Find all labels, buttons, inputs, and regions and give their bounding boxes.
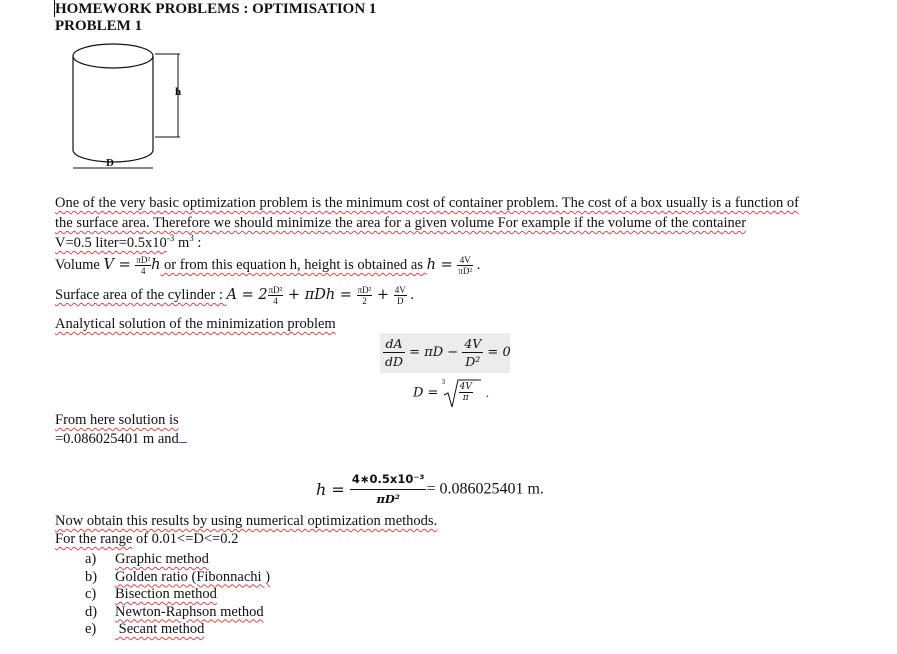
surface-f1-numerator: πD²: [268, 285, 283, 295]
cube-root-equation: [413, 378, 489, 408]
height-label: h: [175, 86, 182, 98]
intro-line-2: the surface area. Therefore we should minimize the area for a given volume For example if the volume of the container: [55, 215, 747, 231]
radical-denominator: π: [462, 393, 469, 403]
height-equation: [316, 470, 544, 509]
volume-prefix: Volume: [55, 256, 104, 273]
list-item: [85, 586, 270, 604]
solution-line-1: From here solution is: [55, 412, 179, 428]
solution-line-2: [55, 431, 187, 448]
height-eq-denominator: πD²: [376, 492, 400, 506]
list-item: [85, 569, 270, 587]
diameter-label: D: [106, 157, 114, 169]
list-marker: e): [85, 621, 97, 637]
methods-list: [85, 551, 270, 639]
intro-line-3: [55, 233, 201, 252]
surface-prefix: Surface area of the cylinder :: [55, 286, 227, 303]
derivative-mid: = πD −: [405, 345, 463, 361]
radical-numerator: 4V: [459, 382, 472, 392]
solution-link: [179, 442, 187, 443]
radical-index: 3: [441, 378, 446, 386]
cube-root-lhs: D =: [413, 385, 443, 401]
surface-fraction-3: [394, 285, 407, 306]
surface-fraction-1: [268, 285, 284, 306]
list-marker: c): [85, 586, 97, 602]
volume-middle-text: or from this equation h, height is obtained as: [160, 256, 427, 273]
radical-fraction: [459, 382, 473, 403]
surface-f1-denominator: 4: [273, 296, 278, 306]
range-prefix: For the range: [55, 531, 133, 547]
derivative-numerator: dA: [383, 335, 405, 353]
problem-heading: PROBLEM 1: [55, 18, 143, 34]
page-title: HOMEWORK PROBLEMS : OPTIMISATION 1: [55, 1, 377, 17]
list-marker: a): [85, 551, 97, 567]
range-value: of 0.01<=D<=0.2: [132, 531, 239, 547]
cube-root-end: .: [482, 385, 490, 400]
numerical-line-1: Now obtain this results by using numerical optimization methods.: [55, 513, 438, 529]
analytical-heading: Analytical solution of the minimization problem: [55, 316, 336, 332]
derivative-rhs-denominator: D²: [465, 354, 481, 369]
height-fraction: [457, 255, 473, 276]
surface-f2-denominator: 2: [362, 296, 367, 306]
surface-end: .: [406, 286, 414, 303]
method-label: Bisection method: [115, 586, 217, 602]
volume-value: V=0.5 liter=0.5x10: [55, 234, 167, 251]
list-item: [85, 621, 270, 639]
surface-f3-numerator: 4V: [394, 285, 406, 295]
surface-plus: +: [372, 286, 394, 303]
method-label: Newton-Raphson method: [115, 603, 264, 620]
surface-fraction-2: [357, 285, 373, 306]
surface-line: [55, 285, 414, 306]
derivative-zero: = 0: [483, 345, 511, 361]
list-item: [85, 604, 270, 622]
height-eq-fraction: [350, 470, 427, 509]
height-lhs: h =: [426, 256, 458, 273]
derivative-equation: [380, 333, 510, 373]
derivative-fraction: [383, 335, 405, 370]
volume-denominator: 4: [140, 266, 146, 276]
volume-numerator: πD²: [136, 255, 151, 265]
surface-f2-numerator: πD²: [357, 285, 372, 295]
volume-h: h: [151, 256, 161, 273]
volume-line: [55, 255, 480, 276]
derivative-rhs-fraction: [462, 335, 483, 370]
list-item: [85, 551, 270, 569]
height-denominator: πD²: [458, 266, 473, 276]
height-eq-rhs: = 0.086025401 m.: [426, 480, 544, 498]
method-label: Golden ratio (Fibonnachi ): [115, 568, 271, 585]
surface-f3-denominator: D: [396, 296, 404, 306]
volume-lhs: V =: [103, 256, 136, 273]
list-marker: b): [85, 568, 98, 585]
volume-unit: m: [174, 234, 190, 251]
surface-mid: + πDh =: [283, 286, 357, 303]
radical: [443, 378, 483, 408]
volume-fraction: [135, 255, 151, 276]
numerical-line-2: [55, 531, 238, 548]
height-eq-numerator: 4∗0.5x10⁻³: [350, 470, 427, 490]
derivative-rhs-numerator: 4V: [464, 336, 482, 351]
volume-end: .: [473, 256, 481, 273]
surface-lhs: A = 2: [226, 286, 268, 303]
method-label: Secant method: [115, 621, 205, 637]
volume-exponent: -3: [166, 233, 175, 243]
method-label: Graphic method: [115, 551, 209, 567]
intro-line-1: One of the very basic optimization problem is the minimum cost of container problem. The cost of a box usually is a function of: [55, 195, 799, 211]
height-numerator: 4V: [457, 255, 473, 266]
cylinder-diagram: [60, 40, 200, 180]
volume-unit-exponent: 3: [189, 233, 194, 243]
volume-colon: :: [193, 234, 202, 251]
list-marker: d): [85, 603, 98, 620]
text-cursor: [54, 0, 55, 17]
height-eq-lhs: h =: [316, 480, 350, 499]
solution-value: =0.086025401 m and: [55, 431, 179, 447]
derivative-denominator: dD: [385, 354, 404, 369]
